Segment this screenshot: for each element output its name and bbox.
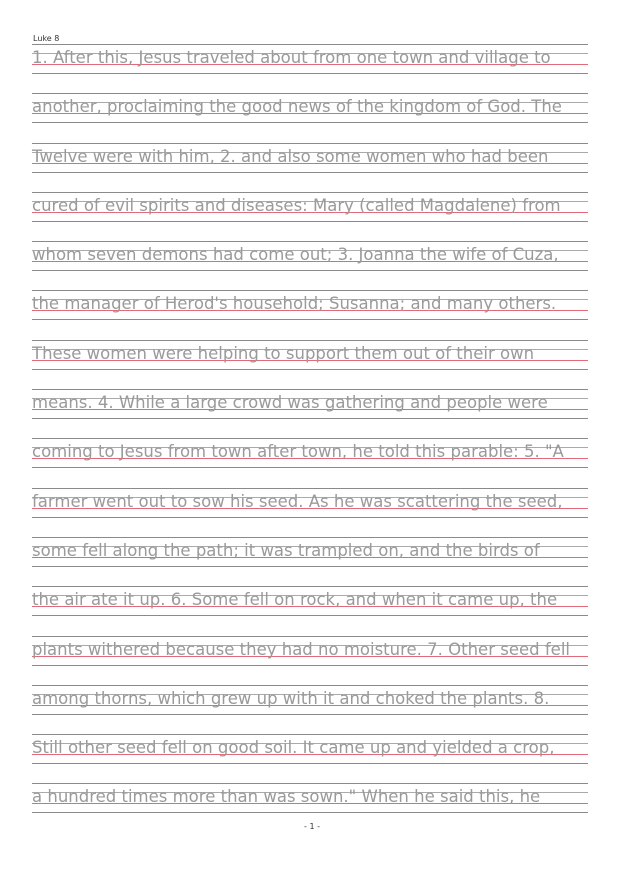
- writing-row: [32, 685, 588, 734]
- guide-line-desc: [32, 763, 588, 764]
- guide-line-top: [32, 438, 588, 439]
- guide-line-desc: [32, 467, 588, 468]
- guide-line-desc: [32, 369, 588, 370]
- guide-line-desc: [32, 319, 588, 320]
- writing-row: [32, 488, 588, 537]
- writing-row: [32, 340, 588, 389]
- writing-row: [32, 44, 588, 93]
- guide-line-top: [32, 685, 588, 686]
- page-number: - 1 -: [304, 822, 320, 831]
- guide-line-desc: [32, 517, 588, 518]
- trace-text: the air ate it up. 6. Some fell on rock, and when it came up, the: [32, 590, 558, 610]
- writing-row: [32, 241, 588, 290]
- trace-text: 1. After this, Jesus traveled about from one town and village to: [32, 48, 551, 67]
- writing-row: [32, 389, 588, 438]
- trace-text: a hundred times more than was sown." When he said this, he: [32, 787, 541, 807]
- guide-line-desc: [32, 812, 588, 813]
- trace-text: cured of evil spirits and diseases: Mary (called Magdalene) from: [32, 195, 561, 215]
- guide-line-desc: [32, 418, 588, 419]
- guide-line-desc: [32, 615, 588, 616]
- handwriting-lines: [32, 44, 588, 833]
- guide-line-top: [32, 44, 588, 45]
- trace-text: whom seven demons had come out; 3. Joanna the wife of Cuza,: [32, 245, 559, 265]
- trace-text: Still other seed fell on good soil. It came up and yielded a crop,: [32, 738, 555, 758]
- guide-line-top: [32, 586, 588, 587]
- guide-line-desc: [32, 172, 588, 173]
- guide-line-top: [32, 537, 588, 538]
- guide-line-top: [32, 93, 588, 94]
- trace-text: coming to Jesus from town after town, he told this parable: 5. "A: [32, 442, 564, 462]
- trace-text: some fell along the path; it was trampled on, and the birds of: [32, 540, 540, 560]
- guide-line-top: [32, 783, 588, 784]
- trace-text: farmer went out to sow his seed. As he was scattering the seed,: [32, 491, 563, 511]
- guide-line-desc: [32, 221, 588, 222]
- writing-row: [32, 438, 588, 487]
- trace-text: These women were helping to support them out of their own: [32, 343, 535, 363]
- writing-row: [32, 537, 588, 586]
- guide-line-top: [32, 636, 588, 637]
- writing-row: [32, 734, 588, 783]
- writing-row: [32, 93, 588, 142]
- guide-line-top: [32, 734, 588, 735]
- page-header: Luke 8: [33, 34, 60, 43]
- guide-line-top: [32, 290, 588, 291]
- writing-row: [32, 192, 588, 241]
- trace-text: another, proclaiming the good news of the kingdom of God. The: [32, 97, 562, 117]
- guide-line-desc: [32, 714, 588, 715]
- guide-line-top: [32, 340, 588, 341]
- writing-row: [32, 143, 588, 192]
- guide-line-top: [32, 241, 588, 242]
- trace-text: Twelve were with him, 2. and also some women who had been: [32, 146, 549, 166]
- guide-line-top: [32, 488, 588, 489]
- trace-text: plants withered because they had no moisture. 7. Other seed fell: [32, 639, 570, 659]
- writing-row: [32, 586, 588, 635]
- guide-line-desc: [32, 665, 588, 666]
- guide-line-desc: [32, 566, 588, 567]
- guide-line-desc: [32, 270, 588, 271]
- guide-line-desc: [32, 73, 588, 74]
- writing-row: [32, 290, 588, 339]
- guide-line-top: [32, 143, 588, 144]
- writing-row: [32, 636, 588, 685]
- trace-text: among thorns, which grew up with it and choked the plants. 8.: [32, 688, 550, 708]
- guide-line-top: [32, 192, 588, 193]
- trace-text: the manager of Herod's household; Susanna; and many others.: [32, 294, 557, 314]
- guide-line-desc: [32, 122, 588, 123]
- guide-line-top: [32, 389, 588, 390]
- trace-text: means. 4. While a large crowd was gathering and people were: [32, 393, 548, 413]
